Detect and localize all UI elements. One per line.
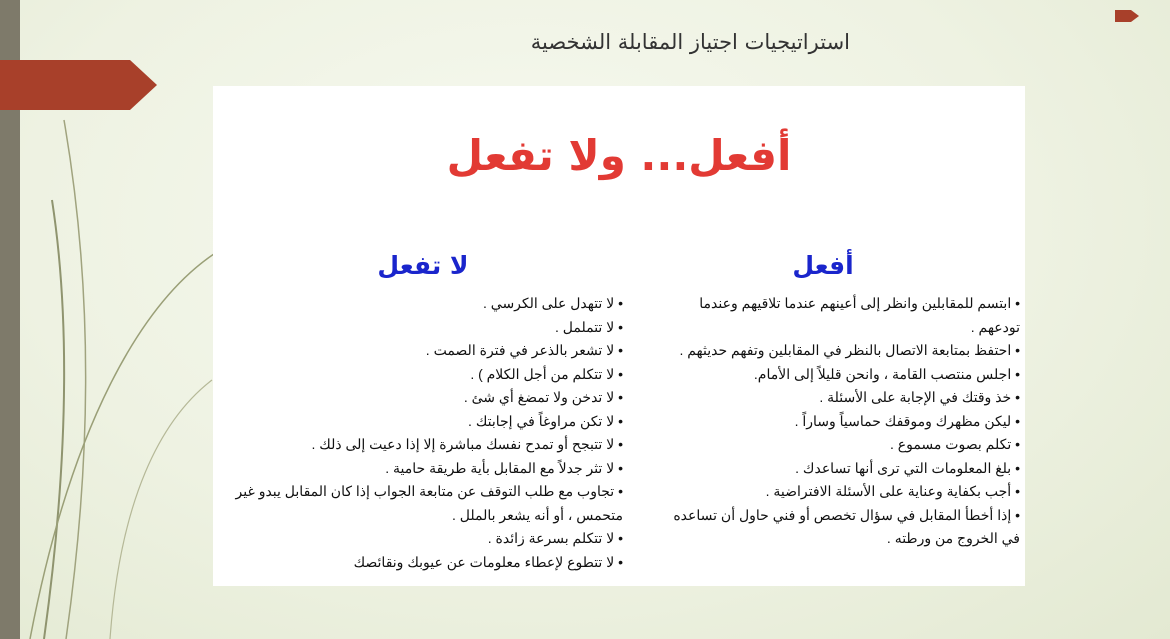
- dont-item: • لا تتململ .: [555, 318, 623, 335]
- slide-title: استراتيجيات اجتياز المقابلة الشخصية: [530, 30, 850, 54]
- corner-tag-shape: [1115, 8, 1141, 24]
- do-item: • تكلم بصوت مسموع .: [889, 436, 1020, 452]
- dont-item: • لا تكن مراوغاً في إجابتك .: [468, 412, 623, 429]
- dont-item: • لا تتبجح أو تمدح نفسك مباشرة إلا إذا دعيت إلى ذلك .: [311, 436, 623, 452]
- do-column-heading: أفعل: [792, 251, 854, 280]
- dont-item: • لا تتكلم من أجل الكلام ) .: [470, 365, 623, 382]
- do-item: • إذا أخطأ المقابل في سؤال تخصص أو فني حاول أن تساعده في الخروج من ورطته .: [673, 506, 1020, 546]
- do-item: • ابتسم للمقابلين وانظر إلى أعينهم عندما تلاقيهم وعندما تودعهم .: [699, 295, 1020, 335]
- dont-list: [223, 292, 623, 574]
- dont-item: • تجاوب مع طلب التوقف عن متابعة الجواب إذا كان المقابل يبدو غير متحمس ، أو أنه يشعر بالملل .: [235, 483, 623, 523]
- main-heading: أفعل... ولا تفعل: [446, 131, 792, 180]
- dont-item: • لا تتطوع لإعطاء معلومات عن عيوبك ونقائصك: [353, 553, 623, 570]
- do-item: • بلغ المعلومات التي ترى أنها تساعدك .: [795, 459, 1020, 476]
- do-list: [658, 292, 1020, 551]
- do-item: • أجب بكفاية وعناية على الأسئلة الافتراضية .: [765, 483, 1020, 499]
- dont-item: • لا تشعر بالذعر في فترة الصمت .: [425, 342, 623, 358]
- do-item: • ليكن مظهرك وموقفك حماسياً وساراً .: [794, 412, 1020, 429]
- dont-column-heading: لا تفعل: [377, 251, 469, 280]
- dont-item: • لا تدخن ولا تمضغ أي شئ .: [463, 389, 623, 405]
- do-item: • اجلس منتصب القامة ، وانحن قليلاً إلى الأمام.: [753, 365, 1020, 382]
- do-item: • خذ وقتك في الإجابة على الأسئلة .: [819, 389, 1020, 405]
- title-accent-arrow: [0, 60, 160, 110]
- do-item: • احتفظ بمتابعة الاتصال بالنظر في المقابلين وتفهم حديثهم .: [679, 342, 1020, 358]
- dont-item: • لا تتكلم بسرعة زائدة .: [487, 530, 623, 546]
- content-image: [213, 86, 1025, 586]
- dont-item: • لا تتهدل على الكرسي .: [483, 295, 623, 311]
- dont-item: • لا تثر جدلاً مع المقابل بأية طريقة حامية .: [385, 459, 623, 476]
